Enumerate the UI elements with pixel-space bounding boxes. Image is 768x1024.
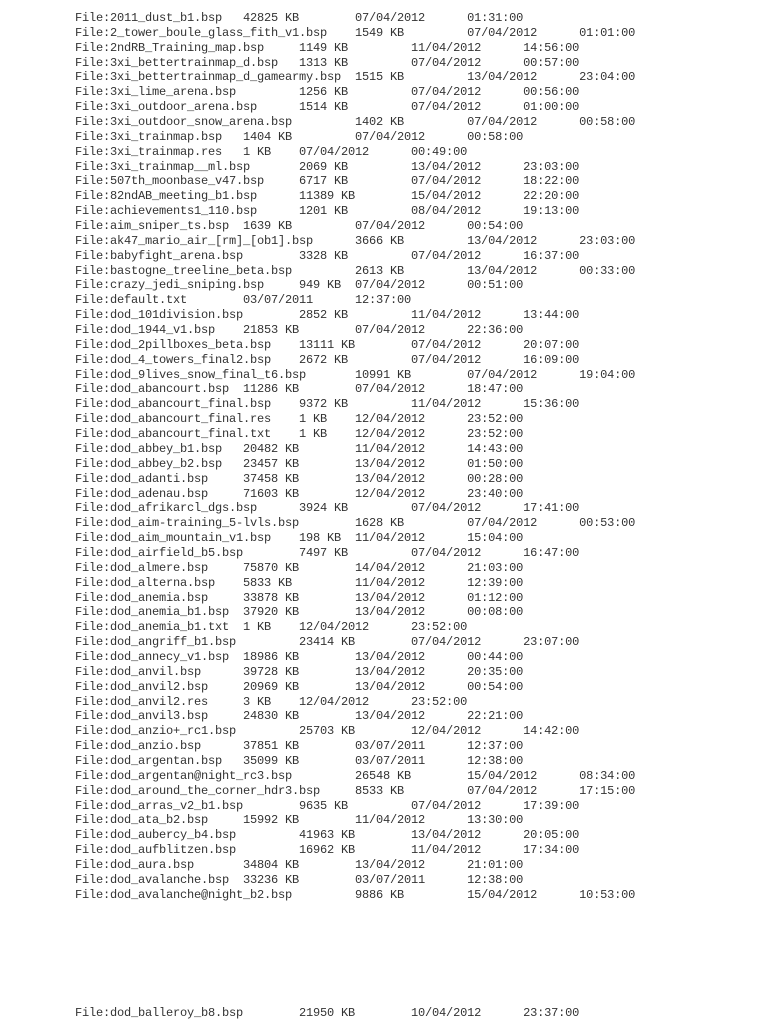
- file-entry-line: File:dod_argentan@night_rc3.bsp 26548 KB 15/04/2012 08:34:00: [75, 768, 636, 783]
- file-entry-line: File:dod_afrikarcl_dgs.bsp 3924 KB 07/04/2012 17:41:00: [75, 501, 580, 516]
- file-entry-line: File:dod_aufblitzen.bsp 16962 KB 11/04/2012 17:34:00: [75, 843, 580, 858]
- trailing-file-line: File:dod_balleroy_b8.bsp 21950 KB 10/04/2012 23:37:00: [75, 1006, 580, 1020]
- file-entry-line: File:bastogne_treeline_beta.bsp 2613 KB 13/04/2012 00:33:00: [75, 263, 636, 278]
- file-entry-line: File:dod_arras_v2_b1.bsp 9635 KB 07/04/2012 17:39:00: [75, 798, 580, 813]
- file-entry-line: File:3xi_outdoor_snow_arena.bsp 1402 KB 07/04/2012 00:58:00: [75, 115, 636, 130]
- file-entry-line: File:dod_anzio.bsp 37851 KB 03/07/2011 12:37:00: [75, 739, 524, 754]
- file-entry-line: File:dod_adanti.bsp 37458 KB 13/04/2012 00:28:00: [75, 471, 524, 486]
- file-entry-line: File:3xi_outdoor_arena.bsp 1514 KB 07/04/2012 01:00:00: [75, 100, 580, 115]
- file-listing: [75, 11, 755, 903]
- file-entry-line: File:dod_aubercy_b4.bsp 41963 KB 13/04/2012 20:05:00: [75, 828, 580, 843]
- file-entry-line: File:achievements1_110.bsp 1201 KB 08/04/2012 19:13:00: [75, 204, 580, 219]
- file-entry-line: File:dod_annecy_v1.bsp 18986 KB 13/04/2012 00:44:00: [75, 649, 524, 664]
- file-entry-line: File:dod_angriff_b1.bsp 23414 KB 07/04/2012 23:07:00: [75, 635, 580, 650]
- file-entry-line: File:dod_anemia_b1.txt 1 KB 12/04/2012 23:52:00: [75, 620, 468, 635]
- file-entry-line: File:ak47_mario_air_[rm]_[ob1].bsp 3666 KB 13/04/2012 23:03:00: [75, 233, 636, 248]
- file-entry-line: File:3xi_bettertrainmap_d.bsp 1313 KB 07/04/2012 00:57:00: [75, 55, 580, 70]
- file-entry-line: File:dod_anvil.bsp 39728 KB 13/04/2012 20:35:00: [75, 664, 524, 679]
- file-entry-line: File:dod_abancourt_final.txt 1 KB 12/04/2012 23:52:00: [75, 427, 524, 442]
- file-entry-line: File:dod_airfield_b5.bsp 7497 KB 07/04/2012 16:47:00: [75, 545, 580, 560]
- file-entry-line: File:dod_abancourt.bsp 11286 KB 07/04/2012 18:47:00: [75, 382, 524, 397]
- file-entry-line: File:dod_abbey_b2.bsp 23457 KB 13/04/2012 01:50:00: [75, 456, 524, 471]
- file-entry-line: File:dod_avalanche.bsp 33236 KB 03/07/2011 12:38:00: [75, 872, 524, 887]
- file-entry-line: File:dod_4_towers_final2.bsp 2672 KB 07/04/2012 16:09:00: [75, 352, 580, 367]
- file-entry-line: File:dod_aim_mountain_v1.bsp 198 KB 11/04/2012 15:04:00: [75, 531, 524, 546]
- file-entry-line: File:507th_moonbase_v47.bsp 6717 KB 07/04/2012 18:22:00: [75, 174, 580, 189]
- file-entry-line: File:dod_anzio+_rc1.bsp 25703 KB 12/04/2012 14:42:00: [75, 724, 580, 739]
- file-entry-line: File:2011_dust_b1.bsp 42825 KB 07/04/2012 01:31:00: [75, 11, 524, 25]
- file-entry-line: File:2_tower_boule_glass_fith_v1.bsp 1549 KB 07/04/2012 01:01:00: [75, 25, 636, 40]
- file-entry-line: File:dod_9lives_snow_final_t6.bsp 10991 KB 07/04/2012 19:04:00: [75, 367, 636, 382]
- file-entry-line: File:dod_1944_v1.bsp 21853 KB 07/04/2012 22:36:00: [75, 323, 524, 338]
- file-entry-line: File:dod_anemia.bsp 33878 KB 13/04/2012 01:12:00: [75, 590, 524, 605]
- file-entry-line: File:default.txt 03/07/2011 12:37:00: [75, 293, 412, 308]
- file-entry-line: File:dod_101division.bsp 2852 KB 11/04/2012 13:44:00: [75, 308, 580, 323]
- file-entry-line: File:82ndAB_meeting_b1.bsp 11389 KB 15/04/2012 22:20:00: [75, 189, 580, 204]
- file-entry-line: File:dod_aura.bsp 34804 KB 13/04/2012 21:01:00: [75, 857, 524, 872]
- file-entry-line: File:3xi_trainmap.res 1 KB 07/04/2012 00:49:00: [75, 144, 468, 159]
- file-entry-line: File:dod_abancourt_final.bsp 9372 KB 11/04/2012 15:36:00: [75, 397, 580, 412]
- file-entry-line: File:3xi_trainmap.bsp 1404 KB 07/04/2012 00:58:00: [75, 129, 524, 144]
- file-entry-line: File:dod_ata_b2.bsp 15992 KB 11/04/2012 13:30:00: [75, 813, 524, 828]
- file-entry-line: File:3xi_bettertrainmap_d_gamearmy.bsp 1515 KB 13/04/2012 23:04:00: [75, 70, 636, 85]
- file-entry-line: File:dod_abbey_b1.bsp 20482 KB 11/04/2012 14:43:00: [75, 441, 524, 456]
- file-entry-line: File:dod_adenau.bsp 71603 KB 12/04/2012 23:40:00: [75, 486, 524, 501]
- file-entry-line: File:dod_anvil2.bsp 20969 KB 13/04/2012 00:54:00: [75, 679, 524, 694]
- file-entry-line: File:3xi_lime_arena.bsp 1256 KB 07/04/2012 00:56:00: [75, 85, 580, 100]
- file-entry-line: File:dod_aim-training_5-lvls.bsp 1628 KB 07/04/2012 00:53:00: [75, 516, 636, 531]
- file-entry-line: File:crazy_jedi_sniping.bsp 949 KB 07/04/2012 00:51:00: [75, 278, 524, 293]
- file-entry-line: File:dod_abancourt_final.res 1 KB 12/04/2012 23:52:00: [75, 412, 524, 427]
- file-entry-line: File:dod_alterna.bsp 5833 KB 11/04/2012 12:39:00: [75, 575, 524, 590]
- file-entry-line: File:2ndRB_Training_map.bsp 1149 KB 11/04/2012 14:56:00: [75, 40, 580, 55]
- file-entry-line: File:dod_anvil2.res 3 KB 12/04/2012 23:52:00: [75, 694, 468, 709]
- file-entry-line: File:dod_avalanche@night_b2.bsp 9886 KB 15/04/2012 10:53:00: [75, 887, 636, 902]
- file-entry-line: File:dod_argentan.bsp 35099 KB 03/07/2011 12:38:00: [75, 753, 524, 768]
- file-entry-line: File:dod_anemia_b1.bsp 37920 KB 13/04/2012 00:08:00: [75, 605, 524, 620]
- file-entry-line: File:dod_almere.bsp 75870 KB 14/04/2012 21:03:00: [75, 560, 524, 575]
- file-entry-line: File:dod_around_the_corner_hdr3.bsp 8533 KB 07/04/2012 17:15:00: [75, 783, 636, 798]
- file-entry-line: File:aim_sniper_ts.bsp 1639 KB 07/04/2012 00:54:00: [75, 219, 524, 234]
- file-entry-line: File:dod_anvil3.bsp 24830 KB 13/04/2012 22:21:00: [75, 709, 524, 724]
- file-entry-line: File:3xi_trainmap__ml.bsp 2069 KB 13/04/2012 23:03:00: [75, 159, 580, 174]
- file-entry-line: File:babyfight_arena.bsp 3328 KB 07/04/2012 16:37:00: [75, 248, 580, 263]
- file-entry-line: File:dod_2pillboxes_beta.bsp 13111 KB 07/04/2012 20:07:00: [75, 337, 580, 352]
